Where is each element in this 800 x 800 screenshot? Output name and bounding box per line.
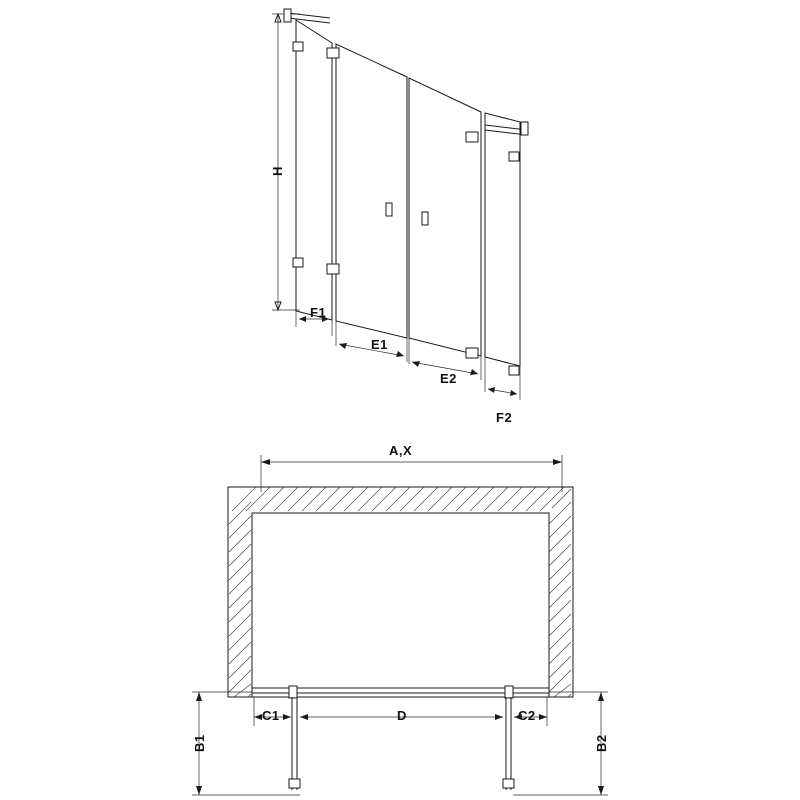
wall-outline bbox=[228, 487, 573, 697]
label-height: H bbox=[270, 166, 285, 176]
dimension-b1 bbox=[192, 692, 300, 795]
label-f2: F2 bbox=[496, 410, 513, 425]
top-support-bar bbox=[284, 9, 330, 23]
front-elevation-view bbox=[272, 9, 528, 400]
glass-panel-e1 bbox=[336, 44, 407, 338]
hinge-group-right bbox=[466, 132, 519, 375]
label-a-x: A,X bbox=[389, 443, 413, 458]
label-b1: B1 bbox=[192, 734, 207, 752]
wall-hatching-top bbox=[232, 487, 571, 511]
label-b2: B2 bbox=[594, 734, 609, 752]
right-support-bar bbox=[485, 122, 528, 135]
top-plan-view bbox=[192, 455, 608, 795]
glass-panel-f1 bbox=[296, 20, 332, 320]
plan-door-leaf-left bbox=[289, 697, 300, 790]
label-e2: E2 bbox=[440, 371, 457, 386]
label-c2: C2 bbox=[518, 708, 536, 723]
label-c1: C1 bbox=[262, 708, 280, 723]
wall-hatching-left bbox=[229, 502, 251, 697]
dimension-f2 bbox=[485, 357, 520, 400]
wall-hatching-right bbox=[549, 502, 571, 697]
dimension-a-x bbox=[261, 455, 562, 492]
label-e1: E1 bbox=[371, 337, 388, 352]
glass-panel-f2 bbox=[485, 113, 520, 366]
label-f1: F1 bbox=[310, 305, 327, 320]
glass-panel-e2 bbox=[409, 78, 481, 356]
label-d: D bbox=[397, 708, 407, 723]
plan-door-leaf-right bbox=[503, 697, 514, 790]
